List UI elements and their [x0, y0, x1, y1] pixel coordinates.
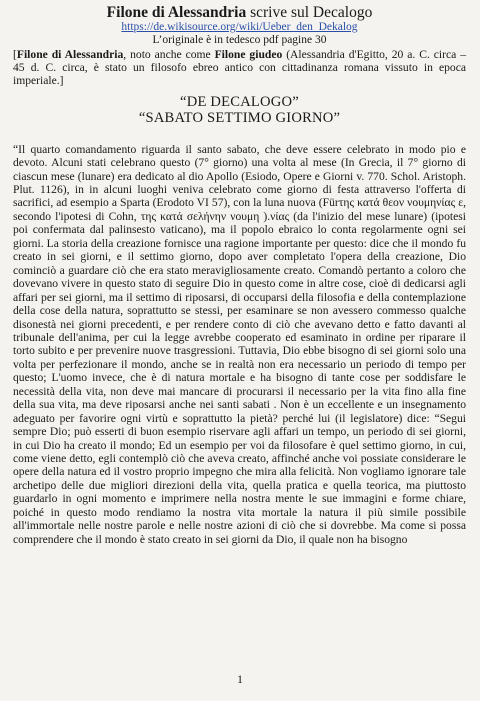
- body-paragraph: “Il quarto comandamento riguarda il santo sabato, che deve essere celebrato in modo pio e devoto. Alcuni stati celebrano questo (7° giorno) una volta al mese (In Grecia, il 7° giorno di ciascun mese (lunare) era dedicato al dio Apollo (Esiodo, Opere e Giorni v. 770. Schol. Aristoph. Plut. 1126), in in alcuni luoghi veniva celebrato come giorno di festa attraverso l'offerta di sacrifici, ad esempio a Sparta (Erodoto VI 57), con la luna nuova (Fürτης κατά θεον νουμηνίας ε, secondo l'ipotesi di Cohn, της κατά σελήνην νουμη ).νίας (da l'inizio del mese lunare) (ipotesi poi confermata dal palinsesto vaticano), ma il popolo ebraico lo conta regolarmente ogni sei giorni. La storia della creazione fornisce una ragione importante per questo: dice che il mondo fu creato in sei giorni, e il settimo giorno, dopo aver completato l'opera della creazione, Dio cominciò a guardare ciò che era stato meravigliosamente creato. Comandò pertanto a coloro che dovevano vivere in questo stato di seguire Dio in questo come in altre cose, cioè di dedicarsi agli affari per sei giorni, ma il settimo di riposarsi, di occuparsi della filosofia e della contemplazione della cose della natura, soprattutto se stessi, per esaminare se non avessero commesso qualche disonestà nei giorni precedenti, e per rendere conto di ciò che avevano detto e fatto davanti al tribunale dell'anima, per cui la legge avrebbe cooperato ed esaminato in ordine per riparare il torto subito e per prevenire nuove trasgressioni. Tuttavia, Dio ebbe bisogno di sei giorni solo una volta per perfezionare il mondo, anche se in realtà non era necessario un periodo di tempo per questo; L'uomo invece, che è di natura mortale e ha bisogno di tante cose per soddisfare le necessità della vita, non deve mai mancare di procurarsi il necessario per la vita fino alla fine della sua vita, ma deve riposarsi anche nei santi sabati . Non è un eccellente e un insegnamento adeguato per favorire ogni virtù e soprattutto la pietà? perché lui (il legislatore) dice: “Segui sempre Dio; può esserti di buon esempio riservare agli affari un tempo, un periodo di sei giorni, in cui Dio ha creato il mondo; Ed un esempio per voi da filosofare è quel settimo giorno, in cui, come viene detto, egli contemplò ciò che aveva creato, affinché anche voi possiate considerare le opere della natura ed il vostro proprio impegno che mira alla felicità. Non vogliamo ignorare tale archetipo delle due migliori direzioni della vita, quella pratica e quella teorica, ma piuttosto guardarlo in ogni momento e imprimere nella nostra mente le sue immagini e forme chiare, poiché in questo modo rendiamo la nostra vita mortale la natura il più simile possibile all'immortale nelle nostre parole e nelle nostre azioni di ciò che si dovrebbe. Ma come si possa comprendere che il mondo è stato creato in sei giorni da Dio, il quale non ha bisogno: [13, 142, 466, 546]
- heading-sabato: “SABATO SETTIMO GIORNO”: [138, 109, 341, 126]
- source-link[interactable]: https://de.wikisource.org/wiki/Ueber_den_Dekalog: [121, 21, 358, 33]
- original-note: L’originale è in tedesco pdf pagine 30: [152, 34, 327, 46]
- document-title: [13, 4, 466, 21]
- intro-alt-name: Filone giudeo: [214, 48, 283, 61]
- page-number: 1: [237, 672, 243, 686]
- title-rest: scrive sul Decalogo: [246, 4, 373, 21]
- intro-name: Filone di Alessandria: [16, 48, 124, 61]
- intro-paragraph: [13, 48, 466, 88]
- heading-de-decalogo: “DE DECALOGO”: [180, 93, 299, 110]
- title-author: Filone di Alessandria: [106, 4, 247, 21]
- intro-open-bracket: [: [13, 48, 17, 61]
- intro-text-2: (Alessandria d'Egitto, 20 a. C. circa – 45 d. C. circa, è stato un filosofo ebreo antico con cittadinanza romana vissuto in epoca imperiale.]: [13, 48, 466, 88]
- intro-text-1: , noto anche come: [123, 48, 215, 61]
